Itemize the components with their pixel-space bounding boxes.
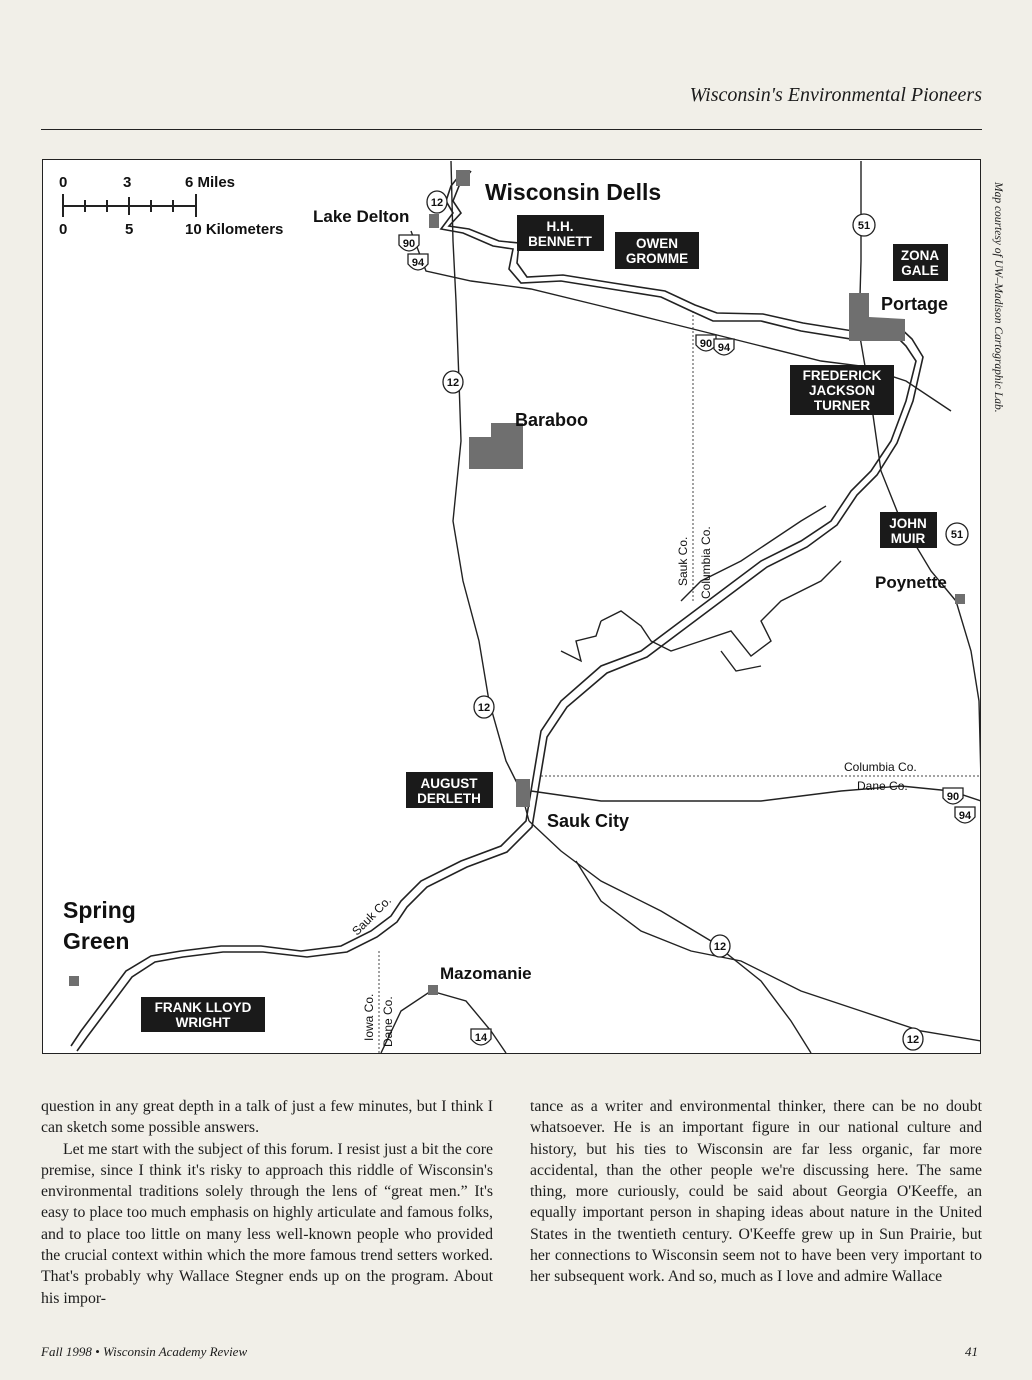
pioneer-bennett (517, 215, 604, 251)
shield-us12-mid (474, 696, 494, 718)
place-sauk-city: Sauk City (547, 811, 630, 831)
scale-miles-6: 6 Miles (185, 174, 236, 191)
svg-text:12: 12 (477, 702, 491, 714)
scale-miles-3: 3 (123, 174, 132, 191)
shield-i94-west (408, 254, 428, 270)
scale-km-0: 0 (59, 221, 68, 238)
shield-i94-east (714, 339, 734, 355)
shield-us12-corner (903, 1028, 923, 1050)
footer-issue: Fall 1998 • Wisconsin Academy Review (41, 1344, 248, 1359)
pioneer-wright (141, 997, 265, 1032)
pioneer-gale-line2: GALE (901, 263, 939, 278)
svg-text:12: 12 (430, 197, 444, 209)
page-number: 41 (965, 1344, 978, 1359)
pioneer-gromme (615, 232, 699, 269)
county-sauk-river: Sauk Co. (349, 893, 395, 939)
place-wisconsin-dells: Wisconsin Dells (485, 179, 662, 205)
header-rule (41, 129, 982, 130)
shield-us12-north (427, 191, 447, 213)
place-portage: Portage (881, 294, 949, 314)
left-column (41, 1096, 493, 1309)
pioneer-derleth (406, 772, 493, 808)
place-green: Green (63, 928, 130, 954)
pioneer-turner (790, 365, 894, 415)
pioneer-turner-line1: FREDERICK (802, 368, 882, 383)
paragraph: question in any great depth in a talk of just a few minutes, but I think I can sketch some possible answers. (41, 1098, 493, 1137)
svg-text:90: 90 (402, 238, 416, 250)
shield-us12-baraboo (443, 371, 463, 393)
running-title: Wisconsin's Environmental Pioneers (689, 84, 982, 106)
pioneer-wright-line2: WRIGHT (175, 1015, 231, 1030)
pioneer-derleth-line2: DERLETH (417, 791, 481, 806)
pioneer-wright-line1: FRANK LLOYD (154, 1000, 252, 1015)
pioneer-muir (880, 512, 937, 548)
pioneer-gale-line1: ZONA (900, 248, 940, 263)
pioneer-gale (893, 244, 948, 281)
shield-i90-south (943, 788, 963, 804)
svg-text:90: 90 (699, 338, 713, 350)
county-dane: Dane Co. (857, 779, 908, 793)
shield-i90-west (399, 235, 419, 251)
town-markers (69, 170, 965, 995)
county-columbia: Columbia Co. (699, 526, 713, 599)
scale-bar (63, 194, 196, 217)
pioneer-muir-line1: JOHN (889, 516, 927, 531)
county-dane-west: Dane Co. (381, 996, 395, 1047)
place-poynette: Poynette (875, 573, 947, 592)
svg-text:51: 51 (857, 220, 871, 232)
county-sauk: Sauk Co. (676, 536, 690, 586)
paragraph: tance as a writer and environmental thinker, there can be no doubt whatsoever. He is an important figure in our national culture and history, but his ties to Wisconsin are far less organic, far more accidental, than the other people we're discussing here. The same thing, more curiously, could be said about Georgia O'Keeffe, an equally important person in shaping ideas about nature in the United States in the twentieth century. O'Keeffe grew up in Sun Prairie, but her connections to Wisconsin seem not to have been very important to her subsequent work. And so, much as I love and admire Wallace (530, 1098, 982, 1286)
place-mazomanie: Mazomanie (440, 964, 532, 983)
map-drawing (43, 160, 980, 1053)
shield-i90-east (696, 335, 716, 351)
pioneer-gromme-line1: OWEN (636, 236, 678, 251)
pioneer-bennett-line2: BENNETT (528, 234, 592, 249)
svg-text:12: 12 (906, 1034, 920, 1046)
shield-i94-south (955, 807, 975, 823)
pioneer-gromme-line2: GROMME (625, 251, 689, 266)
map-credit (990, 182, 1004, 412)
svg-text:14: 14 (474, 1032, 488, 1044)
shield-us14 (471, 1029, 491, 1045)
county-lines (379, 311, 980, 1053)
svg-text:94: 94 (411, 257, 425, 269)
county-columbia-south: Columbia Co. (844, 760, 917, 774)
svg-text:12: 12 (446, 377, 460, 389)
wisconsin-river (71, 171, 923, 1051)
shield-us51-south (946, 523, 968, 545)
place-spring: Spring (63, 897, 136, 923)
right-column (530, 1096, 982, 1288)
map-credit-text: Map courtesy of UW–Madison Cartographic Lab. (992, 182, 1004, 413)
map (42, 159, 981, 1054)
scale-miles-0: 0 (59, 174, 68, 191)
pioneer-bennett-line1: H.H. (546, 219, 574, 234)
svg-text:94: 94 (958, 810, 972, 822)
pioneer-derleth-line1: AUGUST (420, 776, 478, 791)
svg-text:90: 90 (946, 791, 960, 803)
shield-us12-south (710, 935, 730, 957)
svg-text:12: 12 (713, 941, 727, 953)
paragraph: Let me start with the subject of this forum. I resist just a bit the core premise, since I think it's risky to approach this riddle of Wisconsin's environmental traditions solely through the lens of “great men.” It's easy to place too much emphasis on highly articulate and famous folks, and to place too little on many less well-known people who provided the crucial context within which the more famous trend setters worked. That's probably why Wallace Stegner ends up on the program. About his impor- (41, 1140, 493, 1307)
pioneer-turner-line3: TURNER (813, 398, 871, 413)
place-lake-delton: Lake Delton (313, 207, 410, 226)
shield-us51-north (853, 214, 875, 236)
svg-text:51: 51 (950, 529, 964, 541)
scale-km-10: 10 Kilometers (185, 221, 284, 238)
svg-text:94: 94 (717, 342, 731, 354)
place-baraboo: Baraboo (515, 410, 589, 430)
county-iowa: Iowa Co. (362, 993, 376, 1041)
pioneer-muir-line2: MUIR (890, 531, 926, 546)
scale-km-5: 5 (125, 221, 134, 238)
pioneer-turner-line2: JACKSON (808, 383, 876, 398)
